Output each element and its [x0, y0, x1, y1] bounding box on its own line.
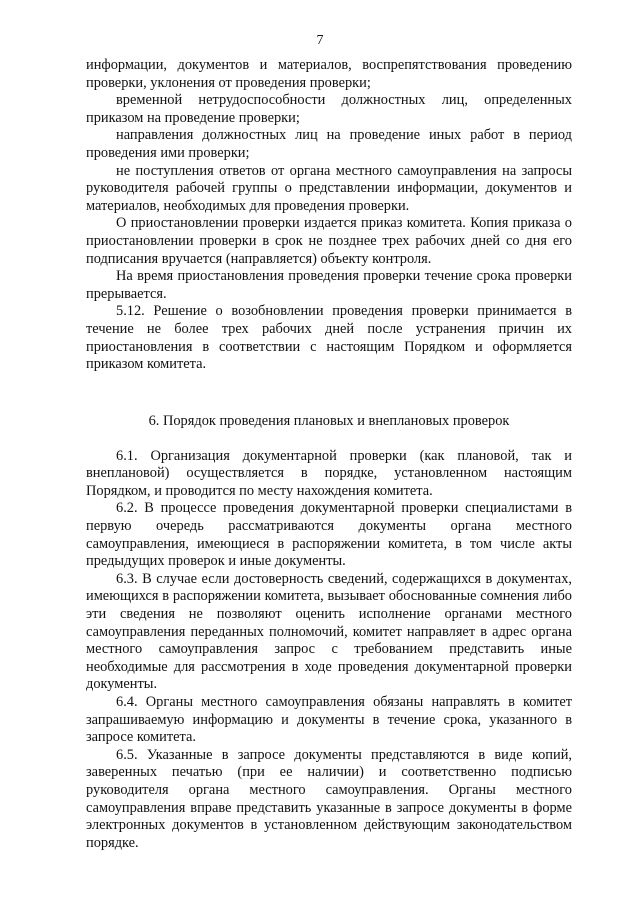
paragraph-other-work: направления должностных лиц на проведение иных работ в период проведения ими проверки; — [86, 127, 572, 161]
paragraph-term-interrupted: На время приостановления проведения проверки течение срока проверки прерывается. — [86, 268, 572, 302]
paragraph-6-1: 6.1. Организация документарной проверки (как плановой, так и внеплановой) осуществляется в порядке, установленном настоящим Порядком, и проводится по месту нахождения комитета. — [86, 447, 572, 499]
paragraph-6-3: 6.3. В случае если достоверность сведений, содержащихся в документах, имеющихся в распоряжении комитета, вызывает обоснованные сомнения либо эти сведения не позволяют оценить исполнение органами местного самоуправления переданных полномочий, комитет направляет в адрес органа местного самоуправления запрос с требованием представить иные необходимые для рассмотрения в ходе проведения документарной проверки документы. — [86, 570, 572, 693]
paragraph-suspension-order: О приостановлении проверки издается приказ комитета. Копия приказа о приостановлении проверки в срок не позднее трех рабочих дней со дня его подписания вручается (направляется) объекту контроля. — [86, 215, 572, 267]
paragraph-5-12: 5.12. Решение о возобновлении проведения проверки принимается в течение не более трех рабочих дней после устранения причин их приостановления в соответствии с настоящим Порядком и оформляется приказом комитета. — [86, 303, 572, 373]
paragraph-no-responses: не поступления ответов от органа местного самоуправления на запросы руководителя рабочей группы о представлении информации, документов и материалов, необходимых для проведения проверки. — [86, 162, 572, 214]
paragraph-6-4: 6.4. Органы местного самоуправления обязаны направлять в комитет запрашиваемую информацию и документы в течение срока, указанного в запросе комитета. — [86, 694, 572, 746]
paragraph-continuation: информации, документов и материалов, воспрепятствования проведению проверки, уклонения от проведения проверки; — [86, 57, 572, 91]
section-title: 6. Порядок проведения плановых и внеплановых проверок — [148, 412, 510, 429]
paragraph-6-2: 6.2. В процессе проведения документарной проверки специалистами в первую очередь рассматриваются документы органа местного самоуправления, имеющиеся в распоряжении комитета, в том числе акты предыдущих проверок и иные документы. — [86, 500, 572, 570]
paragraph-6-5: 6.5. Указанные в запросе документы представляются в виде копий, заверенных печатью (при ее наличии) и соответственно подписью руководителя органа местного самоуправления. Органы местного самоуправления вправе представить указанные в запросе документы в форме электронных документов в установленном действующим законодательством порядке. — [86, 746, 572, 851]
paragraph-temporary-disability: временной нетрудоспособности должностных лиц, определенных приказом на проведение проверки; — [86, 92, 572, 126]
page-number: 7 — [316, 33, 324, 48]
document-body — [86, 57, 572, 852]
